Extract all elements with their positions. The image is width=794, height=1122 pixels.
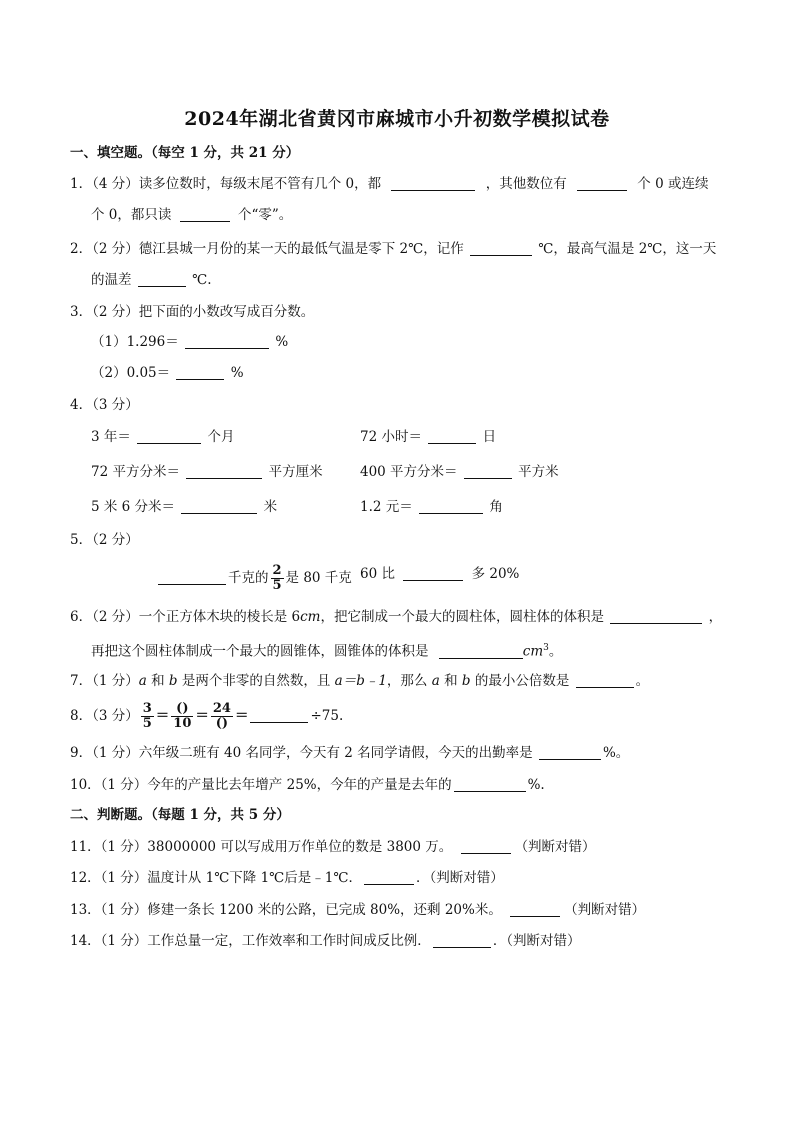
equation: a＝b﹣1 (334, 673, 387, 689)
percent-unit: % (275, 334, 289, 350)
question-6-line-1 (70, 608, 722, 626)
question-7-text: 。 (635, 673, 650, 689)
question-6-line-2 (91, 639, 562, 661)
question-2-line-1 (70, 240, 716, 258)
fraction-two-fifths (271, 564, 284, 593)
question-6-text: ，把它制成一个最大的圆柱体，圆柱体的体积是 (320, 609, 604, 625)
conversion-unit: 米 (263, 499, 278, 515)
question-12 (70, 869, 504, 887)
answer-blank[interactable] (176, 365, 224, 380)
answer-blank[interactable] (454, 777, 526, 792)
answer-blank[interactable] (577, 176, 627, 191)
exam-title: 2024年湖北省黄冈市麻城市小升初数学模拟试卷 (184, 108, 610, 130)
answer-blank[interactable] (433, 933, 491, 948)
question-3-stem: 3．（2 分）把下面的小数改写成百分数。 (70, 304, 315, 320)
question-1-line-1 (70, 175, 708, 193)
question-1-text-c: 个 0 或连续 (637, 176, 709, 192)
question-10-text: %. (527, 777, 545, 793)
question-2-text-b: ℃，最高气温是 2℃，这一天 (538, 241, 717, 257)
question-7 (70, 672, 649, 690)
question-5-left (158, 562, 352, 594)
answer-blank[interactable] (403, 566, 463, 581)
equals-sign: ＝ (195, 708, 209, 724)
question-5-text: 千克的 (228, 570, 269, 586)
question-3-part-2-text: （2）0.05＝ (91, 365, 171, 381)
question-8-text: 8．（3 分） (70, 708, 139, 724)
question-13-text: 13．（1 分）修建一条长 1200 米的公路，已完成 80%，还剩 20%米。 (70, 902, 502, 918)
answer-blank[interactable] (470, 241, 532, 256)
answer-blank[interactable] (138, 272, 186, 287)
question-1-line-2 (91, 206, 292, 224)
conversion-text: 72 平方分米＝ (91, 464, 180, 480)
section-1-heading: 一、填空题。（每空 1 分，共 21 分） (70, 145, 300, 161)
question-9 (70, 744, 629, 762)
question-9-text: %。 (602, 745, 630, 761)
question-5-stem: 5．（2 分） (70, 532, 139, 548)
conversion-text: 3 年＝ (91, 429, 131, 445)
percent-unit: % (230, 365, 244, 381)
question-5-text: 是 80 千克 (285, 570, 352, 586)
question-7-text: 和 (439, 673, 462, 689)
answer-blank[interactable] (610, 609, 702, 624)
question-3-part-1-text: （1）1.296＝ (91, 334, 179, 350)
judge-hint: （判断对错） (564, 902, 646, 918)
fraction-denominator: () (211, 716, 233, 731)
conversion-unit: 平方厘米 (268, 464, 323, 480)
question-7-text: 7．（1 分） (70, 673, 139, 689)
conversion-unit: 平方米 (518, 464, 559, 480)
conversion-text: 1.2 元＝ (360, 499, 413, 515)
question-1-text-a: 1．（4 分）读多位数时，每级末尾不管有几个 0，都 (70, 176, 382, 192)
fraction-denominator: 10 (173, 716, 192, 731)
answer-blank[interactable] (181, 499, 257, 514)
fraction-denominator: 5 (272, 578, 282, 593)
question-11-text: 11．（1 分）38000000 可以写成用万作单位的数是 3800 万。 (70, 839, 453, 855)
question-7-text: 和 (146, 673, 169, 689)
answer-blank[interactable] (428, 429, 476, 444)
question-4-row-3-right (360, 498, 503, 516)
unit-cm: cm (300, 609, 321, 625)
equals-sign: ＝ (155, 708, 170, 724)
equals-sign: ＝ (234, 708, 249, 724)
question-4-row-3-left (91, 498, 277, 516)
question-8 (70, 700, 343, 732)
fraction-numerator: 24 (212, 701, 231, 716)
fraction-blank-over-ten (171, 702, 193, 731)
question-9-text: 9．（1 分）六年级二班有 40 名同学，今天有 2 名同学请假，今天的出勤率是 (70, 745, 533, 761)
answer-blank[interactable] (439, 644, 523, 659)
question-1-text-b: ，其他数位有 (485, 176, 567, 192)
fraction-numerator: 2 (272, 563, 282, 578)
question-12-text: 12．（1 分）温度计从 1℃下降 1℃后是﹣1℃． (70, 870, 362, 886)
question-5-right (360, 565, 519, 583)
question-10-text: 10．（1 分）今年的产量比去年增产 25%，今年的产量是去年的 (70, 777, 452, 793)
variable-b: b (168, 673, 178, 689)
answer-blank[interactable] (576, 673, 634, 688)
question-7-text: ，那么 (386, 673, 432, 689)
conversion-text: 5 米 6 分米＝ (91, 499, 176, 515)
judge-hint: ．（判断对错） (415, 870, 504, 886)
question-4-row-1-right (360, 428, 496, 446)
section-2-heading: 二、判断题。（每题 1 分，共 5 分） (70, 807, 290, 823)
fraction-three-fifths (141, 702, 154, 731)
judge-hint: （判断对错） (514, 839, 596, 855)
variable-a: a (138, 673, 147, 689)
answer-blank[interactable] (464, 464, 512, 479)
question-6-text: ， (708, 609, 723, 625)
answer-blank[interactable] (461, 839, 511, 854)
question-7-text: 的最小公倍数是 (470, 673, 570, 689)
conversion-text: 72 小时＝ (360, 429, 422, 445)
fraction-24-over-blank (211, 702, 233, 731)
question-1-text-e: 个“零”。 (237, 207, 293, 223)
answer-blank[interactable] (250, 708, 308, 723)
question-6-text: 6．（2 分）一个正方体木块的棱长是 6 (70, 609, 301, 625)
fraction-denominator: 5 (142, 716, 152, 731)
question-2-text-c: 的温差 (91, 272, 132, 288)
answer-blank[interactable] (419, 499, 483, 514)
question-4-row-2-left (91, 463, 323, 481)
question-14-text: 14．（1 分）工作总量一定，工作效率和工作时间成反比例． (70, 933, 431, 949)
question-10 (70, 776, 545, 794)
question-3-part-2 (91, 364, 244, 382)
answer-blank[interactable] (186, 464, 262, 479)
question-3-part-1 (91, 333, 288, 351)
exponent: 3 (543, 643, 549, 653)
conversion-unit: 个月 (207, 429, 235, 445)
question-6-text: 再把这个圆柱体制成一个最大的圆锥体，圆锥体的体积是 (91, 643, 429, 660)
unit-cm: cm (522, 643, 544, 660)
fraction-numerator: () (176, 701, 189, 716)
conversion-unit: 角 (489, 499, 503, 515)
question-13 (70, 901, 645, 919)
judge-hint: ．（判断对错） (492, 933, 581, 949)
question-4-row-1-left (91, 428, 234, 446)
answer-blank[interactable] (185, 334, 269, 349)
variable-b: b (461, 673, 471, 689)
answer-blank[interactable] (510, 902, 560, 917)
question-11 (70, 838, 596, 856)
conversion-unit: 日 (482, 429, 497, 445)
variable-a: a (431, 673, 440, 689)
question-2-text-a: 2．（2 分）德江县城一月份的某一天的最低气温是零下 2℃，记作 (70, 241, 464, 257)
question-2-line-2 (91, 271, 212, 289)
answer-blank[interactable] (158, 570, 226, 585)
question-7-text: 是两个非零的自然数，且 (177, 673, 335, 689)
question-14 (70, 932, 581, 950)
question-8-text: ÷75. (310, 708, 344, 724)
question-4-stem: 4．（3 分） (70, 397, 139, 413)
conversion-text: 400 平方分米＝ (360, 464, 458, 480)
fraction-numerator: 3 (142, 701, 152, 716)
answer-blank[interactable] (137, 429, 201, 444)
question-6-text: 。 (548, 643, 563, 660)
question-5-text: 60 比 (360, 566, 395, 582)
answer-blank[interactable] (180, 207, 230, 222)
answer-blank[interactable] (539, 745, 601, 760)
question-4-row-2-right (360, 463, 559, 481)
question-1-text-d: 个 0，都只读 (91, 207, 172, 223)
question-5-text: 多 20% (471, 566, 520, 582)
answer-blank[interactable] (364, 870, 414, 885)
question-2-text-d: ℃. (192, 272, 212, 288)
answer-blank[interactable] (391, 176, 475, 191)
